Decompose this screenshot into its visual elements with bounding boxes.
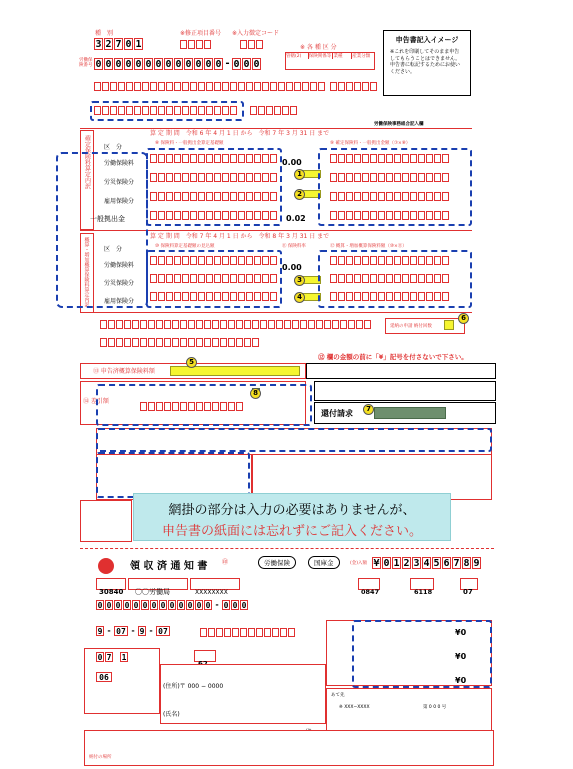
code-box <box>96 578 126 596</box>
receipt-ins-digit: 0 <box>187 601 193 610</box>
amount-digit: 5 <box>433 558 440 569</box>
insurance-digit[interactable]: 0 <box>195 59 202 70</box>
marker-8: 8 <box>250 388 261 399</box>
receipt-ins-digit: 0 <box>115 601 121 610</box>
receipt-ins-digit: 0 <box>124 601 130 610</box>
blue-region-estimate-left <box>146 148 282 226</box>
receipt-date-digit: 0 <box>97 653 103 662</box>
marker-1: 1 <box>294 169 305 180</box>
insurance-digit[interactable]: 0 <box>185 59 192 70</box>
amount-digit: 2 <box>403 558 410 569</box>
counter-box <box>326 688 492 732</box>
receipt-ins-digit: 0 <box>169 601 175 610</box>
receipt-ins-digit: 0 <box>196 601 202 610</box>
yen-value-2: ¥0 <box>455 652 467 661</box>
yen-value-1: ¥0 <box>455 628 467 637</box>
month-value: 07 <box>463 588 473 596</box>
insurance-digit[interactable]: 0 <box>215 59 222 70</box>
address-label: (住所)〒 000 − 0000 <box>163 683 224 690</box>
amount-label: (金)入額 <box>350 561 368 566</box>
receipt-date2-cells <box>96 672 113 682</box>
receipt-date-digit: 7 <box>106 653 112 662</box>
small-code-box <box>194 650 216 662</box>
receipt-ins-hyphen: - <box>214 600 220 609</box>
delay-label: 延納の申請 納付回数 <box>390 324 432 329</box>
receipt-dash: - <box>130 626 136 635</box>
date-cells-2[interactable] <box>250 106 298 115</box>
bottom-label: 納付の場所 <box>89 755 112 760</box>
receipt-title: 領 収 済 通 知 書 <box>130 561 208 572</box>
misc-cells[interactable] <box>330 82 378 91</box>
receipt-ins-digit: 0 <box>151 601 157 610</box>
receipt-num-cells <box>96 626 171 636</box>
receipt-ins-digit: 0 <box>178 601 184 610</box>
note-line-2: 申告書の紙面には忘れずにご記入ください。 <box>161 524 422 539</box>
estimate-rate-1: 0.00 <box>282 158 302 167</box>
marker-4: 4 <box>294 292 305 303</box>
amount-digit: 4 <box>423 558 430 569</box>
acct2-value: 6118 <box>414 588 433 596</box>
name-code-value: XXXXXXXX <box>195 589 228 596</box>
kind-code-cell[interactable]: 3 <box>95 39 102 50</box>
declared-label: ⑬ 申告済概算保険料額 <box>93 368 155 375</box>
warning-red: ⑫ 欄の金額の前に「¥」記号を付さないで下さい。 <box>318 353 468 361</box>
estimate-side-label: 確定保険料算定内訳 <box>83 135 91 189</box>
category-col: 管轄(2) <box>286 53 309 59</box>
office-title: 労働保険事務組合記入欄 <box>374 122 424 127</box>
insurance-digit[interactable]: 0 <box>115 59 122 70</box>
kind-label: 種 別 <box>95 30 114 37</box>
receipt-ins-digit: 0 <box>106 601 112 610</box>
receipt-ins-digit: 0 <box>160 601 166 610</box>
receipt-insurance-no <box>96 600 249 610</box>
receipt-ins-digit: 0 <box>232 601 238 610</box>
refund-label: 還付請求 <box>321 409 353 418</box>
estimate-col-right: ⑨ 確定保険料・一般拠出金額（⑦×⑧） <box>330 141 411 146</box>
blue-region-lower-2 <box>96 452 250 498</box>
note-overlay <box>133 493 451 541</box>
acct2-box <box>410 578 434 596</box>
yen-value-3: ¥0 <box>455 676 467 685</box>
marker-6: 6 <box>458 313 469 324</box>
kind-code-cell[interactable]: 1 <box>135 39 142 50</box>
name-value: 〇〇労働局 <box>135 588 170 596</box>
forecast-side-label: 概算・増加概算保険料算定内訳 <box>83 237 90 307</box>
insurance-digit[interactable]: 0 <box>105 59 112 70</box>
forecast-col-left: ⑩ 保険料算定基礎額の見込額 <box>155 244 215 249</box>
yellow-delay[interactable] <box>444 320 454 330</box>
receipt-ins-digit: 0 <box>97 601 103 610</box>
acct-box <box>358 578 380 596</box>
amount-digit: ¥ <box>373 558 380 569</box>
kind-code-cell[interactable]: 0 <box>125 39 132 50</box>
counter-label: あて先 <box>331 693 345 698</box>
amount-digit: 6 <box>443 558 450 569</box>
insurance-digit[interactable]: 0 <box>135 59 142 70</box>
marker-2: 2 <box>294 189 305 200</box>
kind-code-cell[interactable]: 7 <box>115 39 122 50</box>
estimate-period: 算 定 期 間 令和 6 年 4 月 1 日 から 令和 7 年 3 月 31 日 まで <box>150 130 330 137</box>
callout-title: 申告書記入イメージ <box>395 36 459 44</box>
labor-insurance-button[interactable]: 労働保険 <box>258 556 296 569</box>
receipt-date-cells <box>96 652 129 662</box>
marker-7: 7 <box>363 404 374 415</box>
forecast-row-label: 区 分 <box>104 246 123 253</box>
misc-row-cells-2[interactable] <box>100 338 260 347</box>
forecast-rate: 0.00 <box>282 263 302 272</box>
amount-digit: 3 <box>413 558 420 569</box>
insurance-digit[interactable]: 0 <box>243 59 250 70</box>
redirect-cells[interactable] <box>180 40 212 49</box>
redirect-label: ※修正項目番号 <box>180 30 222 37</box>
month-box <box>460 578 478 596</box>
insurance-digit[interactable]: 0 <box>125 59 132 70</box>
forecast-col-middle: ⑪ 保険料率 <box>282 244 306 249</box>
receipt-date-digit: 06 <box>96 672 112 682</box>
estimate-rate-2: 0.02 <box>286 214 306 223</box>
insurance-digit[interactable]: 0 <box>165 59 172 70</box>
phone-cells[interactable] <box>222 82 326 91</box>
entry-code-label: ※入力徴定コード <box>232 30 280 37</box>
diff-right-box <box>314 381 496 401</box>
name-code-box <box>190 578 240 596</box>
green-refund[interactable] <box>374 407 446 419</box>
diff-label: ⑭ 差引額 <box>83 398 109 405</box>
receipt-amount-cells <box>372 557 482 569</box>
insurance-no-side: 労働保険番号 <box>79 58 93 68</box>
blue-region-diff <box>96 384 312 426</box>
blue-region-lower-1 <box>96 428 492 452</box>
amount-digit: 7 <box>453 558 460 569</box>
estimate-row-label: 労災保険分 <box>104 179 135 186</box>
name-label: (氏名) <box>163 711 180 718</box>
receipt-date-digit: 1 <box>121 653 127 662</box>
estimate-row-label: 一般拠出金 <box>90 215 125 223</box>
receipt-num: 9 <box>139 627 145 636</box>
estimate-row-label: 労働保険料 <box>104 160 135 167</box>
receipt-ins-digit: 0 <box>205 601 211 610</box>
blue-region-estimate-right <box>318 148 472 226</box>
kind-code-cells <box>94 38 144 50</box>
forecast-col-right: ⑫ 概算・増加概算保険料額（⑩×⑪） <box>330 244 407 249</box>
insurance-digit[interactable]: 0 <box>253 59 260 70</box>
forecast-period: 算 定 期 間 令和 7 年 4 月 1 日 から 令和 8 年 3 月 31 日 まで <box>150 233 330 240</box>
receipt-num: 9 <box>97 627 103 636</box>
note-line-1: 網掛の部分は入力の必要はありませんが、 <box>168 503 416 518</box>
insurance-hyphen: - <box>224 58 231 69</box>
receipt-ins-digit: 0 <box>223 601 229 610</box>
receipt-num: 07 <box>114 626 128 636</box>
category-col: 業種 <box>333 53 352 59</box>
callout-text: ※これを印刷してそのまま申告してもらうことはできません。申告書に転記するためにお使いください。 <box>390 49 461 75</box>
receipt-ins-digit: 0 <box>241 601 247 610</box>
insurance-digit[interactable]: 0 <box>175 59 182 70</box>
marker-3: 3 <box>294 275 305 286</box>
receipt-ins-digit: 0 <box>142 601 148 610</box>
category-col: 保険関係等 <box>309 53 334 59</box>
insurance-digit[interactable]: 0 <box>233 59 240 70</box>
amount-digit: 0 <box>383 558 390 569</box>
receipt-dash: - <box>106 626 112 635</box>
category-table <box>285 52 375 70</box>
category-col: 産業分類 <box>352 54 371 59</box>
cut-line <box>80 548 494 549</box>
amount-digit: 9 <box>473 558 480 569</box>
fee-label: ※ XXX−XXXX <box>339 705 370 710</box>
kind-code-cell[interactable]: 2 <box>105 39 112 50</box>
receipt-num: 07 <box>156 626 170 636</box>
number-label: 第 0 0 0 号 <box>423 705 447 710</box>
code-value: 30840 <box>99 588 124 596</box>
acct-value: 0847 <box>361 588 380 596</box>
blue-region-left-column <box>56 152 148 308</box>
amount-digit: 8 <box>463 558 470 569</box>
name-box <box>128 578 188 596</box>
blue-region-yen <box>352 620 492 688</box>
insurance-digit[interactable]: 0 <box>155 59 162 70</box>
blue-region-forecast-right <box>318 250 472 308</box>
national-fund-button[interactable]: 国庫金 <box>308 556 340 569</box>
insurance-digit[interactable]: 0 <box>95 59 102 70</box>
zip-cells[interactable] <box>94 82 222 91</box>
estimate-row-label: 雇用保険分 <box>104 198 135 205</box>
insurance-digit[interactable]: 0 <box>205 59 212 70</box>
callout-box <box>383 30 471 96</box>
address-box <box>160 664 326 724</box>
insurance-no-cells <box>94 58 262 70</box>
estimate-row-label: 区 分 <box>104 144 123 151</box>
misc-row-cells[interactable] <box>100 320 372 329</box>
entry-code-cells[interactable] <box>240 40 264 49</box>
forecast-row-label: 労働保険料 <box>104 262 135 269</box>
side-info-box <box>80 500 132 542</box>
estimate-col-left: ⑧ 保険料・一般拠出金算定基礎額 <box>155 141 224 146</box>
receipt-dash: - <box>148 626 154 635</box>
blue-region-top <box>90 101 244 121</box>
forecast-row-label: 労災保険分 <box>104 280 135 287</box>
blue-region-forecast-left <box>146 250 282 308</box>
amount-digit: 1 <box>393 558 400 569</box>
marker-5: 5 <box>186 357 197 368</box>
bottom-box <box>84 730 494 766</box>
insurance-digit[interactable]: 0 <box>145 59 152 70</box>
receipt-circle-mark: ㊞ <box>222 559 229 566</box>
forecast-row-label: 雇用保険分 <box>104 298 135 305</box>
declared-right-box <box>306 363 496 379</box>
receipt-extra-cells[interactable] <box>200 628 296 637</box>
logo-icon <box>98 558 114 574</box>
receipt-ins-digit: 0 <box>133 601 139 610</box>
category-header: ※ 各 種 区 分 <box>300 44 337 51</box>
